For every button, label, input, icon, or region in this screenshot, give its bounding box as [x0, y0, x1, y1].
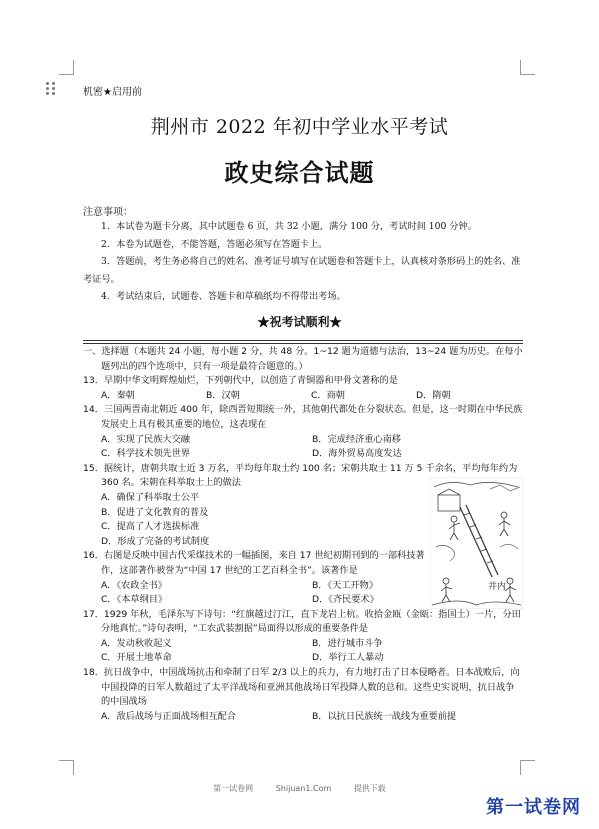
good-luck-banner: ★祝考试顺利★: [257, 315, 342, 329]
margin-corner-mark: [59, 760, 74, 775]
site-watermark: 第一试卷网: [486, 797, 581, 818]
drag-handle-icon[interactable]: [46, 82, 56, 96]
option: A．实现了民族大交融: [101, 433, 190, 445]
option: B．汉朝: [206, 389, 240, 401]
option: B．促进了文化教育的普及: [101, 506, 209, 518]
option: C．开展土地革命: [101, 652, 172, 664]
footer-site: 第一试卷网: [213, 784, 254, 793]
margin-corner-mark: [520, 60, 535, 75]
option: C．科学技术领先世界: [101, 448, 191, 460]
option: D．形成了完备的考试制度: [101, 535, 210, 547]
option: C．提高了人才选拔标准: [101, 521, 200, 533]
option: C．商朝: [311, 389, 345, 401]
margin-corner-mark: [520, 760, 535, 775]
notes-list: [83, 218, 523, 306]
question-17-options: [83, 637, 523, 652]
question-18-stem: 18．抗日战争中，中国战场抗击和牵制了日军 2/3 以上的兵力，有力地打击了日本侵略者。日本战败后，向中国投降的日军人数超过了太平洋战场和亚洲其他战场日军投降人数的总和。这些史实说明，抗日战争的中国战场: [83, 667, 520, 708]
question-16-stem: 16．右图是反映中国古代采煤技术的一幅插图，来自 17 世纪初期刊到的一部科技著作，这部著作被誉为“中国 17 世纪的工艺百科全书”。该著作是: [83, 550, 425, 576]
footer-tagline: 提供下载: [353, 784, 386, 793]
confidential-label: 机密★启用前: [83, 87, 142, 98]
footer-url[interactable]: Shijuan1.Com: [275, 784, 332, 793]
question-14-stem: 14．三国两晋南北朝近 400 年，除西晋短期统一外，其他朝代都处在分裂状态。但是，这一时期在中华民族发展史上具有极其重要的地位，这表现在: [83, 404, 523, 430]
question-14-options: [83, 447, 523, 462]
illustration-label: 井内: [488, 582, 507, 592]
option: D．海外贸易高度发达: [312, 448, 402, 460]
note-item: 2．本卷为试题卷，不能答题，答题必须写在答题卡上。: [101, 238, 328, 250]
option: A．敌后战场与正面战场相互配合: [101, 710, 236, 722]
option: C．《本草纲目》: [101, 594, 168, 606]
question-17-stem: 17．1929 年秋，毛泽东写下诗句：“红旗越过汀江，直下龙岩上杭。收拾金瓯（金瓯：指国土）一片，分田分地真忙。”诗句表明，“工农武装割据”局面得以形成的重要条件是: [83, 608, 521, 635]
option: B．《天工开物》: [312, 579, 379, 591]
divider: [83, 343, 523, 344]
note-item: 1．本试卷为题卡分离，其中试题卷 6 页，共 32 小题，满分 100 分，考试时间 100 分钟。: [101, 221, 477, 232]
question-18-options: [83, 710, 523, 725]
question-17-options: [83, 651, 523, 666]
option: B．进行城市斗争: [312, 637, 383, 649]
exam-title: 荆州市 2022 年初中学业水平考试: [150, 116, 449, 138]
option: A．《农政全书》: [101, 579, 167, 591]
notes-heading: 注意事项：: [83, 207, 133, 218]
question-15-stem: 15．据统计，唐朝共取士近 3 万名，平均每年取士约 100 名；宋朝共取士 11 万 5 千余名，平均每年约为 360 名。宋朝在科举取士上的做法: [83, 462, 518, 489]
option: D．《齐民要术》: [312, 594, 379, 606]
question-13-stem: 13．早期中华文明辉煌灿烂，下列朝代中，以创造了青铜器和甲骨文著称的是: [83, 375, 398, 387]
option: A．发动秋收起义: [101, 637, 172, 649]
option: D．举行工人暴动: [312, 652, 384, 664]
option: A．确保了科举取士公平: [101, 491, 200, 503]
option: B．以抗日民族统一战线为重要前提: [312, 710, 457, 722]
question-14-options: [83, 433, 523, 448]
option: D．隋朝: [416, 389, 451, 401]
exam-subtitle: 政史综合试题: [224, 158, 375, 187]
margin-corner-mark: [59, 60, 74, 75]
divider: [83, 340, 523, 341]
coal-mining-illustration: [430, 477, 523, 609]
section-intro: 一、选择题（本题共 24 小题，每小题 2 分，共 48 分。1~12 题为道德与法治，13~24 题为历史。在每小题列出的四个选项中，只有一项是最符合题意的。）: [83, 346, 523, 372]
option: B．完成经济重心南移: [312, 433, 401, 445]
question-13-options: [83, 389, 523, 404]
note-item: 3．答题前，考生务必将自己的姓名、准考证号填写在试题卷和答题卡上，认真核对条形码上的姓名、准考证号。: [83, 256, 521, 285]
note-item: 4．考试结束后，试题卷、答题卡和草稿纸均不得带出考场。: [101, 291, 346, 302]
option: A．秦朝: [101, 389, 135, 401]
